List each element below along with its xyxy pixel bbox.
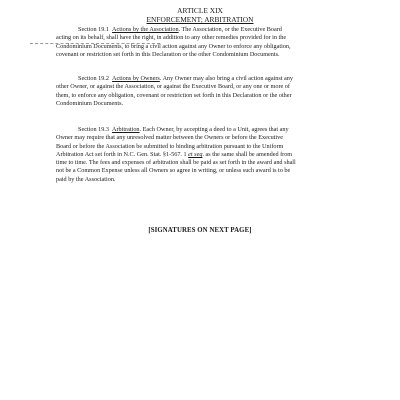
section-text: Owner may require that any unresolved matter between the Owners or before the Executive <box>56 134 283 142</box>
section-text: paid by the Association. <box>56 175 116 183</box>
et-seq-text: et seq <box>188 150 203 158</box>
article-title: ARTICLE XIX <box>177 6 223 15</box>
signatures-notice: [SIGNATURES ON NEXT PAGE] <box>148 227 252 234</box>
section-19-1 <box>56 26 352 59</box>
section-heading: Actions by the Association <box>112 26 179 33</box>
article-subtitle: ENFORCEMENT; ARBITRATION <box>146 15 254 24</box>
section-text: Board or before the Association be submitted to binding arbitration pursuant to the Uniform <box>56 142 284 150</box>
section-number: Section 19.3 <box>78 126 109 133</box>
section-text: time to time. The fees and expenses of arbitration shall be paid as set forth in the award and shall <box>56 159 296 167</box>
section-text: not be a Common Expense unless all Owners so agree in writing, or unless such award is to be <box>56 167 291 175</box>
section-text: other Owner, or against the Association, or against the Executive Board, or any one or more of <box>56 83 290 91</box>
section-text: them, to enforce any obligation, covenant or restriction set forth in this Declaration or the other <box>56 91 292 99</box>
statute-line: Arbitration Act set forth in N.C. Gen. Stat. §1-567. 1 et seq. as the same shall be amended from <box>56 150 293 158</box>
section-text: . Each Owner, by accepting a deed to a Unit, agrees that any <box>139 126 289 133</box>
section-text: covenant or restriction set forth in this Declaration or the other Condominium Documents. <box>56 50 280 58</box>
section-number: Section 19.1 <box>78 26 109 33</box>
section-text: Condominium Documents. <box>56 99 124 107</box>
section-heading: Actions by Owners <box>112 75 160 82</box>
section-text: acting on its behalf, shall have the right, in addition to any other remedies provided for in the <box>56 34 287 42</box>
article-header <box>0 6 400 24</box>
section-text: Condominium Documents, to bring a civil action against any Owner to enforce any obligation, <box>56 42 291 50</box>
section-heading: Arbitration <box>112 126 140 133</box>
section-number: Section 19.2 <box>78 75 109 82</box>
section-19-3 <box>56 126 352 184</box>
section-text: . Any Owner may also bring a civil action against any <box>159 75 293 82</box>
section-text: . The Association, or the Executive Board <box>178 26 282 33</box>
section-19-2 <box>56 75 352 108</box>
